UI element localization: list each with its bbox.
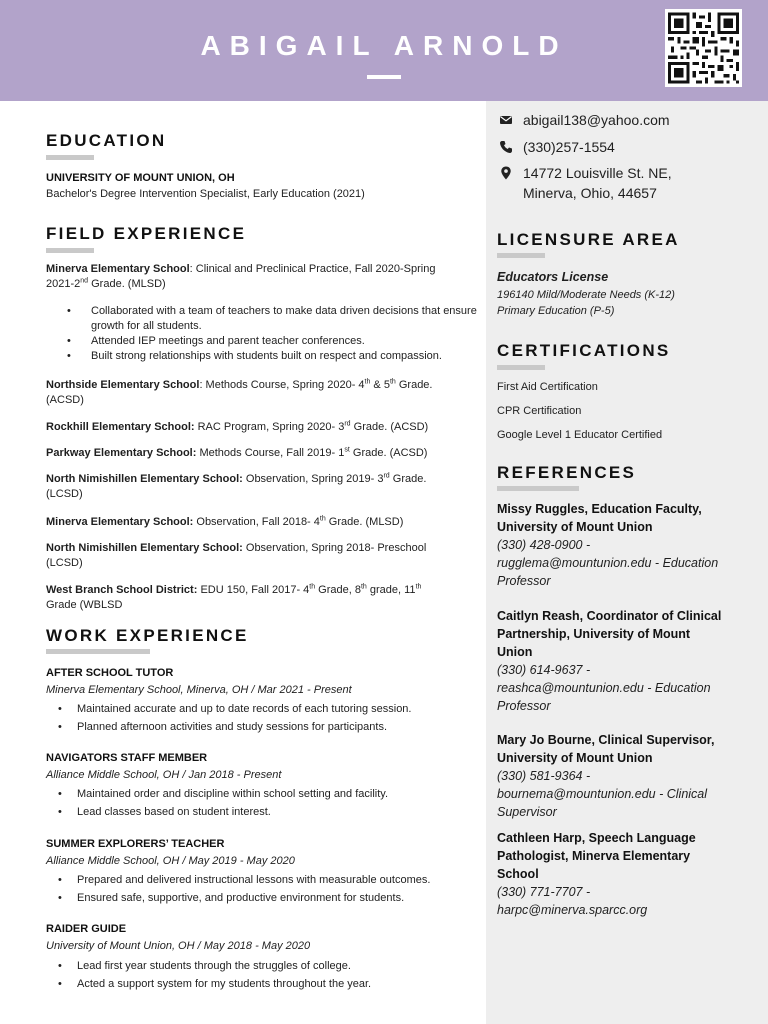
field-experience-rule bbox=[46, 248, 94, 253]
field-entry-desc: EDU 150, Fall 2017- 4 bbox=[197, 584, 310, 596]
field-entry-desc: Grade, 8 bbox=[315, 584, 361, 596]
reference-item bbox=[497, 829, 757, 919]
field-entry-desc: Grade. (MLSD) bbox=[88, 278, 166, 290]
reference-detail: (330) 614-9637 - bbox=[497, 663, 591, 677]
candidate-name: ABIGAIL ARNOLD bbox=[200, 30, 568, 61]
reference-name: Cathleen Harp, Speech Language bbox=[497, 831, 696, 845]
list-item: • Acted a support system for my students throughout the year. bbox=[46, 975, 476, 993]
field-entry-sup: th bbox=[309, 583, 316, 591]
reference-detail: (330) 581-9364 - bbox=[497, 769, 591, 783]
field-entry-bullets bbox=[46, 304, 486, 364]
job-role: AFTER SCHOOL TUTOR bbox=[46, 667, 174, 679]
list-item: • Maintained accurate and up to date records of each tutoring session. bbox=[46, 700, 476, 718]
field-entry-west-branch bbox=[46, 583, 476, 613]
job-place: University of Mount Union, OH / May 2018 - May 2020 bbox=[46, 940, 311, 952]
job-bullets bbox=[46, 957, 476, 993]
field-entry-desc: Grade. bbox=[395, 379, 433, 391]
job-place: Alliance Middle School, OH / May 2019 - May 2020 bbox=[46, 855, 295, 867]
field-entry-school: West Branch School District: bbox=[46, 584, 198, 596]
reference-detail: reashca@mountunion.edu - Education bbox=[497, 681, 711, 695]
job-role: RAIDER GUIDE bbox=[46, 923, 127, 935]
field-entry-sup: st bbox=[344, 446, 350, 454]
field-entry-parkway bbox=[46, 446, 476, 461]
list-item: • Planned afternoon activities and study sessions for participants. bbox=[46, 718, 476, 736]
field-entry-sup: th bbox=[360, 583, 367, 591]
references-heading: REFERENCES bbox=[497, 463, 637, 482]
reference-item bbox=[497, 607, 757, 715]
field-entry-desc: Grade. (MLSD) bbox=[325, 516, 404, 528]
job-role: SUMMER EXPLORERS’ TEACHER bbox=[46, 838, 225, 850]
field-entry-northside bbox=[46, 378, 476, 408]
licensure-rule bbox=[497, 253, 545, 258]
reference-detail: bournema@mountunion.edu - Clinical bbox=[497, 787, 708, 801]
field-entry-desc: 2021-2 bbox=[46, 278, 81, 290]
list-item: • Lead first year students through the struggles of college. bbox=[46, 957, 476, 975]
field-entry-sup: rd bbox=[344, 420, 351, 428]
reference-name: Missy Ruggles, Education Faculty, bbox=[497, 502, 702, 516]
reference-name: Mary Jo Bourne, Clinical Supervisor, bbox=[497, 733, 715, 747]
field-entry-school: Parkway Elementary School: bbox=[46, 447, 197, 459]
field-entry-desc: RAC Program, Spring 2020- 3 bbox=[194, 421, 345, 433]
field-entry-school: Northside Elementary School bbox=[46, 379, 200, 391]
field-entry-minerva-observation bbox=[46, 515, 476, 530]
field-entry-desc: (ACSD) bbox=[46, 394, 84, 406]
list-item: • Prepared and delivered instructional lessons with measurable outcomes. bbox=[46, 871, 476, 889]
list-item: • Attended IEP meetings and parent teacher conferences. bbox=[46, 334, 486, 349]
education-rule bbox=[46, 155, 94, 160]
work-experience-heading: WORK EXPERIENCE bbox=[46, 626, 249, 645]
name-underline bbox=[367, 75, 401, 79]
reference-item bbox=[497, 500, 757, 590]
phone-icon bbox=[498, 139, 514, 155]
reference-name: University of Mount Union bbox=[497, 520, 653, 534]
education-degree: Bachelor's Degree Intervention Specialist, Early Education (2021) bbox=[46, 188, 365, 200]
work-experience-rule bbox=[46, 649, 150, 654]
certification-item: First Aid Certification bbox=[497, 381, 598, 393]
field-entry-north-nimishillen-2018 bbox=[46, 541, 476, 571]
reference-name: School bbox=[497, 867, 539, 881]
field-entry-desc: Grade (WBLSD bbox=[46, 599, 123, 611]
reference-detail: Professor bbox=[497, 574, 551, 588]
education-school: UNIVERSITY OF MOUNT UNION, OH bbox=[46, 172, 235, 184]
reference-detail: (330) 428-0900 - bbox=[497, 538, 591, 552]
field-entry-school: Minerva Elementary School: bbox=[46, 516, 194, 528]
field-entry-desc: Methods Course, Fall 2019- 1 bbox=[196, 447, 345, 459]
education-heading: EDUCATION bbox=[46, 131, 167, 150]
job-bullets bbox=[46, 785, 476, 821]
field-entry-desc: Grade. (ACSD) bbox=[350, 421, 429, 433]
field-entry-north-nimishillen-2019 bbox=[46, 472, 476, 502]
reference-name: Caitlyn Reash, Coordinator of Clinical bbox=[497, 609, 722, 623]
map-pin-icon bbox=[498, 165, 514, 181]
field-entry-sup: th bbox=[415, 583, 422, 591]
license-line: Primary Education (P-5) bbox=[497, 305, 615, 317]
reference-detail: (330) 771-7707 - bbox=[497, 885, 591, 899]
field-entry-desc: & 5 bbox=[370, 379, 390, 391]
reference-detail: rugglema@mountunion.edu - Education bbox=[497, 556, 719, 570]
contact-address-line-2: Minerva, Ohio, 44657 bbox=[523, 185, 657, 201]
list-item: • Maintained order and discipline within school setting and facility. bbox=[46, 785, 476, 803]
reference-item bbox=[497, 731, 757, 821]
field-entry-desc: grade, 11 bbox=[366, 584, 416, 596]
qr-code-icon[interactable] bbox=[665, 9, 742, 87]
certification-item: CPR Certification bbox=[497, 405, 582, 417]
contact-phone[interactable]: (330)257-1554 bbox=[523, 139, 615, 155]
license-line: 196140 Mild/Moderate Needs (K-12) bbox=[497, 289, 675, 301]
field-entry-school: North Nimishillen Elementary School: bbox=[46, 473, 243, 485]
reference-detail: harpc@minerva.sparcc.org bbox=[497, 903, 648, 917]
field-entry-desc: (LCSD) bbox=[46, 557, 83, 569]
field-entry-desc: Grade. (ACSD) bbox=[349, 447, 428, 459]
job-place: Alliance Middle School, OH / Jan 2018 - Present bbox=[46, 769, 282, 781]
field-entry-desc: (LCSD) bbox=[46, 488, 83, 500]
envelope-icon bbox=[498, 112, 514, 128]
reference-name: Partnership, University of Mount bbox=[497, 627, 691, 641]
field-entry-desc: Observation, Spring 2018- Preschool bbox=[242, 542, 427, 554]
reference-name: University of Mount Union bbox=[497, 751, 653, 765]
header-banner bbox=[0, 0, 768, 101]
reference-detail: Professor bbox=[497, 699, 551, 713]
reference-name: Pathologist, Minerva Elementary bbox=[497, 849, 691, 863]
job-role: NAVIGATORS STAFF MEMBER bbox=[46, 752, 208, 764]
field-entry-sup: th bbox=[364, 378, 371, 386]
reference-detail: Supervisor bbox=[497, 805, 557, 819]
certification-item: Google Level 1 Educator Certified bbox=[497, 429, 663, 441]
licensure-heading: LICENSURE AREA bbox=[497, 230, 680, 249]
field-entry-sup: th bbox=[319, 515, 326, 523]
field-experience-heading: FIELD EXPERIENCE bbox=[46, 224, 247, 243]
field-entry-school: Minerva Elementary School bbox=[46, 263, 190, 275]
reference-name: Union bbox=[497, 645, 533, 659]
job-bullets bbox=[46, 700, 476, 736]
contact-email[interactable]: abigail138@yahoo.com bbox=[523, 112, 670, 128]
list-item: • Built strong relationships with students built on respect and compassion. bbox=[46, 349, 486, 364]
field-entry-sup: nd bbox=[80, 277, 89, 285]
list-item: • Ensured safe, supportive, and productive environment for students. bbox=[46, 889, 476, 907]
certifications-rule bbox=[497, 365, 545, 370]
field-entry-desc: Observation, Fall 2018- 4 bbox=[193, 516, 320, 528]
field-entry-desc: : Methods Course, Spring 2020- 4 bbox=[199, 379, 365, 391]
certifications-heading: CERTIFICATIONS bbox=[497, 341, 671, 360]
field-entry-sup: rd bbox=[383, 472, 390, 480]
field-entry-rockhill bbox=[46, 420, 476, 435]
field-entry-school: Rockhill Elementary School: bbox=[46, 421, 195, 433]
field-entry-sup: th bbox=[389, 378, 396, 386]
field-entry-desc: Observation, Spring 2019- 3 bbox=[242, 473, 384, 485]
job-place: Minerva Elementary School, Minerva, OH / Mar 2021 - Present bbox=[46, 684, 352, 696]
field-entry-desc: Grade. bbox=[389, 473, 427, 485]
field-entry-desc: : Clinical and Preclinical Practice, Fall 2020-Spring bbox=[189, 263, 436, 275]
field-entry-school: North Nimishillen Elementary School: bbox=[46, 542, 243, 554]
contact-address-line-1: 14772 Louisville St. NE, bbox=[523, 165, 672, 181]
job-bullets bbox=[46, 871, 476, 907]
list-item: • Collaborated with a team of teachers to make data driven decisions that ensure growth for all students. bbox=[46, 304, 486, 334]
license-name: Educators License bbox=[497, 270, 609, 284]
list-item: • Lead classes based on student interest. bbox=[46, 803, 476, 821]
references-rule bbox=[497, 486, 579, 491]
field-entry-minerva-clinical bbox=[46, 262, 476, 292]
